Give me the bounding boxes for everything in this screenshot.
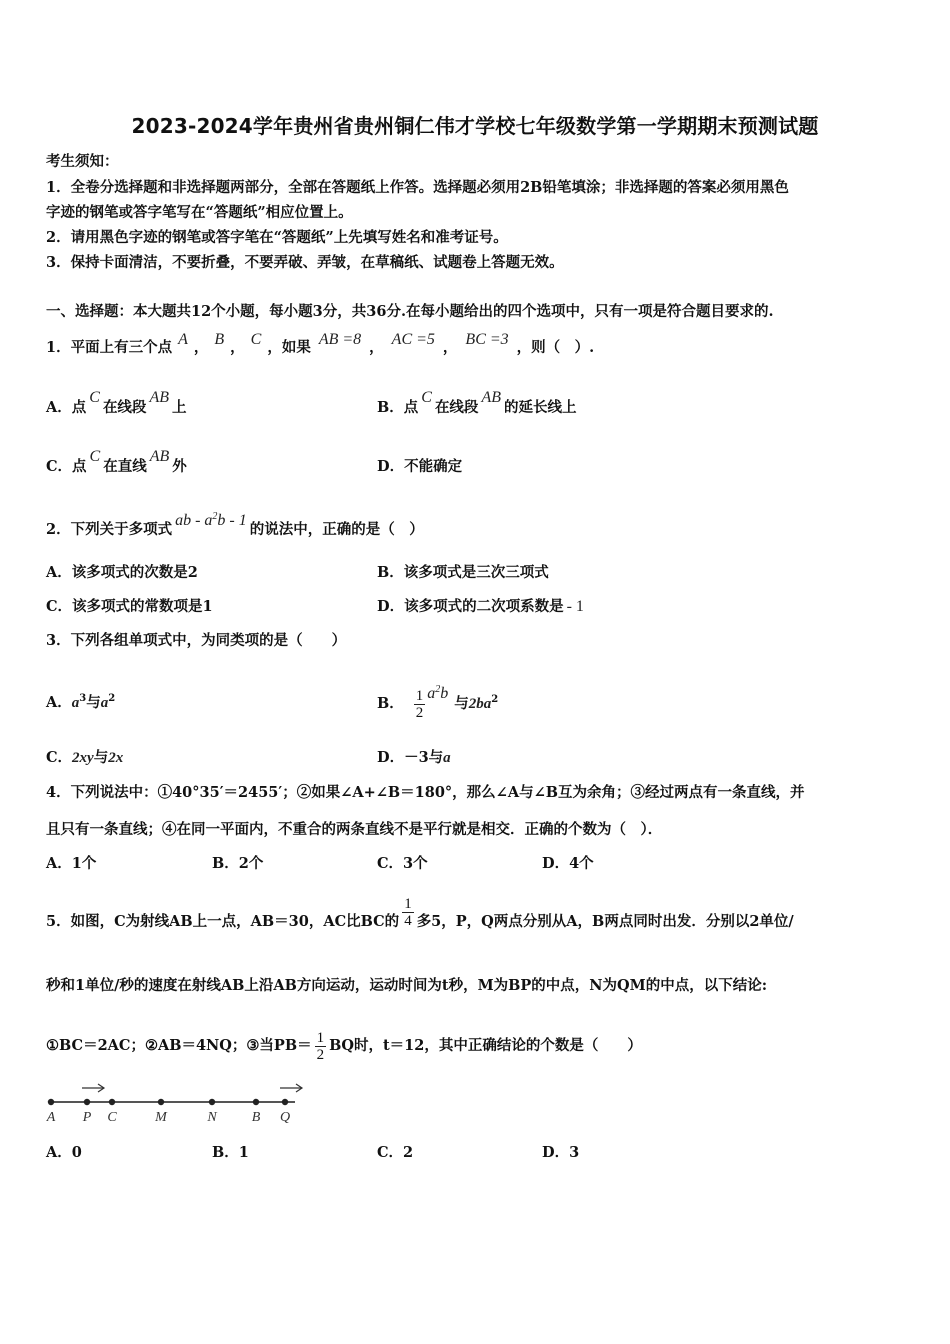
- q3-opt-d-term1: －3: [404, 749, 429, 766]
- q1-opt-b-text: B．点: [377, 399, 419, 416]
- q1-sep: ，: [193, 339, 209, 356]
- q4-option-a[interactable]: A．1个: [46, 855, 97, 872]
- q3-opt-b-exp2: 2: [491, 694, 499, 705]
- point-n-label: N: [207, 1110, 217, 1125]
- q1-point-b: B: [214, 331, 225, 348]
- q3-opt-c-term2: 2x: [108, 750, 124, 766]
- q3-option-a[interactable]: [46, 689, 115, 713]
- q2-option-d[interactable]: [377, 597, 584, 617]
- q2-expr-b: b - 1: [217, 512, 247, 529]
- q1-opt-b-text3: 的延长线上: [503, 399, 577, 416]
- q1-option-c[interactable]: [46, 448, 187, 477]
- q2-option-c[interactable]: C．该多项式的常数项是1: [46, 598, 213, 615]
- q3-opt-d-term2: a: [443, 750, 451, 766]
- q4-option-c[interactable]: C．3个: [377, 855, 428, 872]
- q3-opt-b-var: a: [427, 685, 436, 702]
- q1-opt-c-text2: 在直线: [103, 458, 147, 475]
- q3-opt-a-exp1: 3: [79, 693, 87, 704]
- notice-line-3: 2．请用黑色字迹的钢笔或答字笔在“答题纸”上先填写姓名和准考证号。: [46, 229, 508, 246]
- q1-opt-b-text2: 在线段: [434, 399, 479, 416]
- q3-opt-d-label: D．: [377, 749, 405, 766]
- q5-frac-den: 4: [404, 912, 412, 929]
- point-c-dot: [109, 1099, 115, 1105]
- q1-sep: ，: [230, 339, 245, 356]
- q5-fraction: [402, 896, 414, 929]
- q3-opt-c-term1: 2xy: [72, 750, 94, 766]
- q5-option-b[interactable]: B．1: [212, 1144, 249, 1161]
- q1-prefix: 1．平面上有三个点: [46, 339, 173, 356]
- q3-opt-c-label: C．: [46, 749, 73, 766]
- q3-option-c[interactable]: [46, 748, 123, 768]
- q3-opt-a-exp2: 2: [108, 693, 116, 704]
- notice-line-2: 字迹的钢笔或答字笔写在“答题纸”相应位置上。: [46, 204, 353, 221]
- question-1: [46, 331, 595, 358]
- point-a-label: A: [46, 1110, 56, 1125]
- q5-line3-a: ①BC＝2AC；②AB＝4NQ；③当PB＝: [46, 1037, 312, 1054]
- q3-opt-a-var1: a: [71, 695, 80, 711]
- q3-opt-c-with: 与: [93, 749, 109, 766]
- q1-if: ，如果: [267, 339, 311, 356]
- q1-opt-c-var1: C: [89, 448, 101, 465]
- q2-opt-d-text: D．该多项式的二次项系数是: [377, 598, 564, 615]
- q1-end: ，则（ ）.: [516, 339, 595, 356]
- q1-option-b[interactable]: [377, 389, 577, 418]
- point-m-label: M: [155, 1110, 167, 1125]
- q3-opt-a-with: 与: [86, 694, 101, 711]
- q1-opt-a-text2: 在线段: [102, 399, 147, 416]
- q3-opt-b-term2: 2ba: [468, 696, 492, 712]
- point-n-dot: [209, 1099, 215, 1105]
- q1-opt-c-var2: AB: [149, 448, 170, 465]
- q1-opt-b-var2: AB: [481, 389, 501, 406]
- q3-opt-d-with: 与: [428, 749, 444, 766]
- q4-option-d[interactable]: D．4个: [542, 855, 594, 872]
- ray-figure: [40, 1076, 320, 1128]
- question-5-line-2: 秒和1单位/秒的速度在射线AB上沿AB方向运动，运动时间为t秒，M为BP的中点，N为QM的中点，以下结论:: [46, 977, 768, 994]
- q5-option-d[interactable]: D．3: [542, 1144, 580, 1161]
- q1-cond-ac: AC =5: [391, 331, 435, 348]
- q1-opt-a-var1: C: [89, 389, 100, 406]
- q3-opt-b-var2: b: [440, 685, 449, 702]
- q1-option-a[interactable]: [46, 389, 187, 418]
- q2-option-b[interactable]: B．该多项式是三次三项式: [377, 564, 549, 581]
- q3-opt-a-label: A．: [46, 694, 72, 711]
- point-p-dot: [84, 1099, 90, 1105]
- arrow-p-icon: [82, 1084, 104, 1092]
- question-5-line-3: [46, 1024, 642, 1068]
- q5-frac2-num: 1: [316, 1029, 325, 1046]
- q1-opt-a-text: A．点: [46, 399, 87, 416]
- q2-suffix: 的说法中，正确的是（ ）: [249, 521, 424, 538]
- q5-frac2-den: 2: [316, 1046, 325, 1063]
- q1-sep: ，: [442, 339, 458, 356]
- q1-opt-a-text3: 上: [171, 399, 187, 416]
- q3-opt-b-with: 与: [454, 695, 469, 712]
- q5-line1-b: 多5，P，Q两点分别从A，B两点同时出发．分别以2单位/: [416, 913, 794, 930]
- q1-sep: ，: [369, 339, 384, 356]
- q2-option-a[interactable]: A．该多项式的次数是2: [46, 564, 198, 581]
- notice-line-1: 1．全卷分选择题和非选择题两部分，全部在答题纸上作答。选择题必须用2B铅笔填涂；非选择题的答案必须用黑色: [46, 179, 789, 196]
- q3-option-d[interactable]: [377, 748, 451, 768]
- q2-prefix: 2．下列关于多项式: [46, 521, 173, 538]
- q3-option-b[interactable]: [377, 670, 498, 730]
- section-heading: 一、选择题：本大题共12个小题，每小题3分，共36分.在每小题给出的四个选项中，只有一项是符合题目要求的.: [46, 303, 774, 320]
- q2-opt-d-value: - 1: [566, 598, 584, 615]
- point-c-label: C: [107, 1110, 117, 1125]
- notice-heading: 考生须知：: [46, 153, 119, 170]
- q5-frac-num: 1: [404, 895, 412, 912]
- q1-point-c: C: [250, 331, 262, 348]
- q2-expression: [175, 512, 247, 529]
- point-b-dot: [253, 1099, 259, 1105]
- q3-opt-b-term: [427, 685, 448, 702]
- point-m-dot: [158, 1099, 164, 1105]
- point-a-dot: [48, 1099, 54, 1105]
- q3-opt-b-den: 2: [415, 704, 424, 721]
- q5-fraction-2: [315, 1030, 327, 1063]
- question-3: 3．下列各组单项式中，为同类项的是（ ）: [46, 632, 347, 649]
- question-4-line-1: 4．下列说法中：①40°35′＝2455′；②如果∠A+∠B＝180°，那么∠A与∠B互为余角；③经过两点有一条直线，并: [46, 784, 805, 801]
- q5-option-a[interactable]: A．0: [46, 1144, 82, 1161]
- question-4-line-2: 且只有一条直线；④在同一平面内，不重合的两条直线不是平行就是相交．正确的个数为（ ）．: [46, 821, 663, 838]
- q1-cond-bc: BC =3: [465, 331, 509, 348]
- q1-opt-b-var1: C: [421, 389, 432, 406]
- notice-line-4: 3．保持卡面清洁，不要折叠，不要弄破、弄皱，在草稿纸、试题卷上答题无效。: [46, 254, 564, 271]
- q1-point-a: A: [178, 331, 188, 348]
- arrow-q-icon: [280, 1084, 302, 1092]
- q1-opt-c-text: C．点: [46, 458, 87, 475]
- q3-opt-b-fraction: [414, 688, 426, 721]
- point-q-label: Q: [279, 1110, 291, 1125]
- page-title: 2023-2024学年贵州省贵州铜仁伟才学校七年级数学第一学期期末预测试题: [131, 114, 819, 138]
- q4-option-b[interactable]: B．2个: [212, 855, 264, 872]
- point-p-label: P: [82, 1110, 92, 1125]
- q5-line3-b: BQ时，t＝12，其中正确结论的个数是（ ）: [329, 1037, 642, 1054]
- question-5-line-1: [46, 888, 794, 948]
- q1-opt-c-text3: 外: [172, 458, 187, 475]
- q3-opt-a-var2: a: [100, 695, 109, 711]
- q2-expr-a: ab - a: [175, 512, 213, 529]
- q3-opt-b-num: 1: [415, 687, 424, 704]
- point-q-dot: [282, 1099, 288, 1105]
- q3-opt-b-exp: 2: [435, 684, 441, 695]
- q5-line1-a: 5．如图，C为射线AB上一点，AB＝30，AC比BC的: [46, 913, 400, 930]
- q5-option-c[interactable]: C．2: [377, 1144, 414, 1161]
- q2-expr-sup: 2: [212, 511, 218, 522]
- question-2: [46, 511, 424, 540]
- q1-cond-ab: AB =8: [318, 331, 362, 348]
- q1-opt-a-var2: AB: [149, 389, 169, 406]
- point-b-label: B: [251, 1110, 261, 1125]
- q1-option-d[interactable]: D．不能确定: [377, 458, 463, 475]
- q3-opt-b-label: B．: [377, 695, 404, 712]
